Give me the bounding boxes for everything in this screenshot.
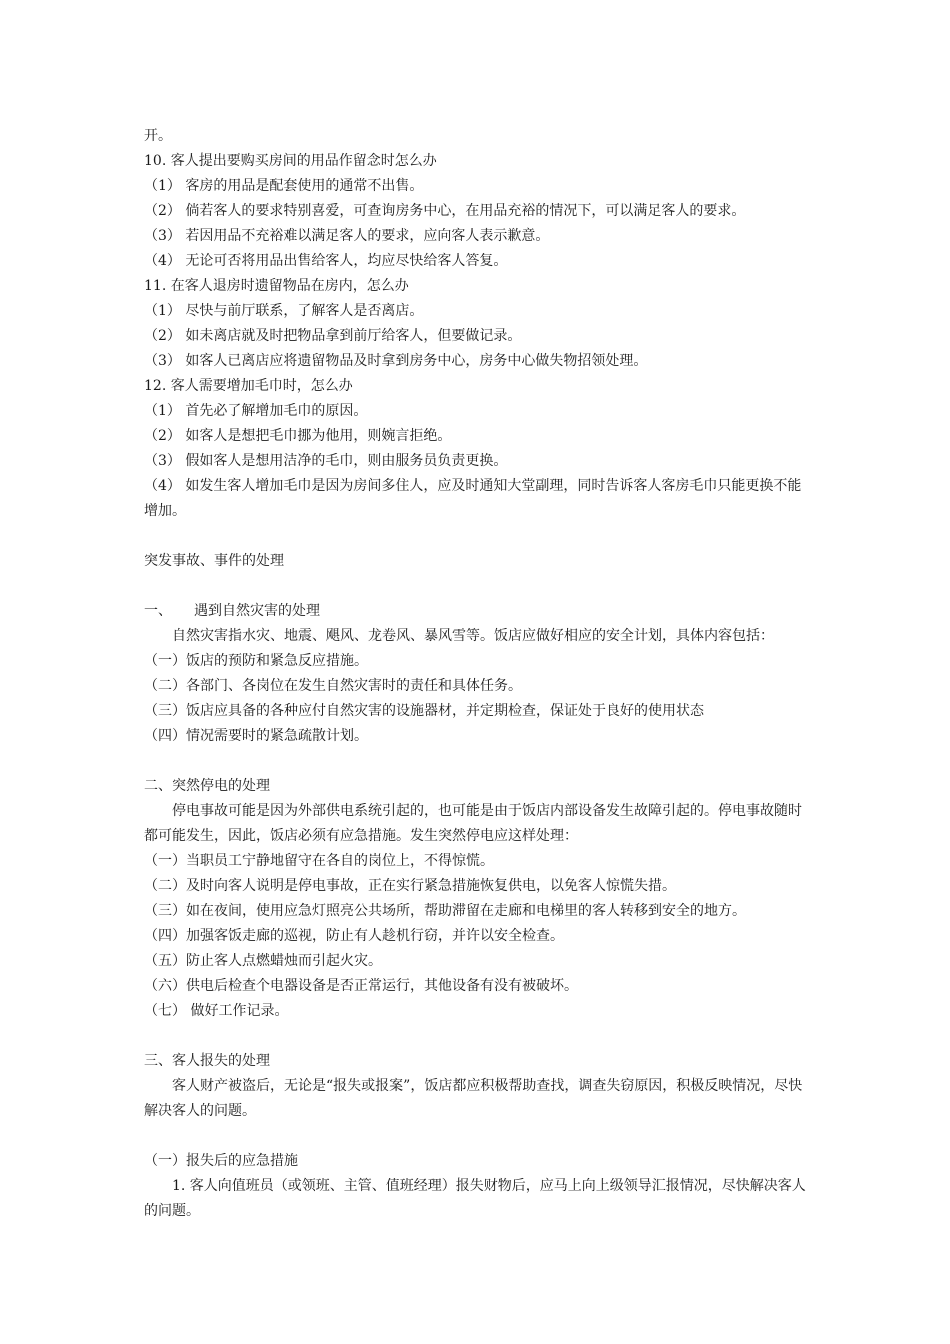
section-title: 遇到自然灾害的处理 bbox=[194, 603, 320, 619]
answer-item: （3） 如客人已离店应将遗留物品及时拿到房务中心，房务中心做失物招领处理。 bbox=[144, 353, 648, 369]
answer-item: （2） 倘若客人的要求特别喜爱，可查询房务中心，在用品充裕的情况下，可以满足客人的要求。 bbox=[144, 203, 746, 219]
list-item: 1. 客人向值班员（或领班、主管、值班经理）报失财物后，应马上向上级领导汇报情况，尽快解决客人的问题。 bbox=[144, 1178, 806, 1219]
list-item: （六）供电后检查个电器设备是否正常运行，其他设备有没有被破坏。 bbox=[144, 978, 578, 994]
section-intro: 客人财产被盗后，无论是“报失或报案”，饭店都应积极帮助查找，调查失窃原因，积极反映情况，尽快解决客人的问题。 bbox=[144, 1078, 803, 1119]
list-item: （四）加强客饭走廊的巡视，防止有人趁机行窃，并许以安全检查。 bbox=[144, 928, 564, 944]
list-item: （一）饭店的预防和紧急反应措施。 bbox=[144, 653, 368, 669]
list-item: （三）饭店应具备的各种应付自然灾害的设施器材，并定期检查，保证处于良好的使用状态 bbox=[144, 703, 704, 719]
section-number: 一、 bbox=[144, 603, 172, 619]
list-item: （五）防止客人点燃蜡烛而引起火灾。 bbox=[144, 953, 382, 969]
question-heading: 10. 客人提出要购买房间的用品作留念时怎么办 bbox=[144, 153, 437, 169]
list-item: （七） 做好工作记录。 bbox=[144, 1003, 289, 1019]
list-item: （一）当职员工宁静地留守在各自的岗位上，不得惊慌。 bbox=[144, 853, 494, 869]
list-item: （四）情况需要时的紧急疏散计划。 bbox=[144, 728, 368, 744]
text-line: 开。 bbox=[144, 128, 172, 144]
answer-item: （2） 如未离店就及时把物品拿到前厅给客人，但要做记录。 bbox=[144, 328, 522, 344]
answer-item: （4） 如发生客人增加毛巾是因为房间多住人，应及时通知大堂副理，同时告诉客人客房毛巾只能更换不能增加。 bbox=[144, 478, 802, 519]
answer-item: （1） 尽快与前厅联系，了解客人是否离店。 bbox=[144, 303, 424, 319]
section-heading: 三、客人报失的处理 bbox=[144, 1053, 270, 1069]
answer-item: （2） 如客人是想把毛巾挪为他用，则婉言拒绝。 bbox=[144, 428, 452, 444]
list-item: （三）如在夜间，使用应急灯照亮公共场所，帮助滞留在走廊和电梯里的客人转移到安全的地方。 bbox=[144, 903, 746, 919]
subsection-heading: （一）报失后的应急措施 bbox=[144, 1153, 298, 1169]
list-item: （二）各部门、各岗位在发生自然灾害时的责任和具体任务。 bbox=[144, 678, 522, 694]
question-heading: 12. 客人需要增加毛巾时，怎么办 bbox=[144, 378, 353, 394]
answer-item: （3） 若因用品不充裕难以满足客人的要求，应向客人表示歉意。 bbox=[144, 228, 550, 244]
answer-item: （1） 客房的用品是配套使用的通常不出售。 bbox=[144, 178, 424, 194]
question-heading: 11. 在客人退房时遗留物品在房内，怎么办 bbox=[144, 278, 409, 294]
document-body bbox=[144, 124, 810, 1224]
answer-item: （4） 无论可否将用品出售给客人，均应尽快给客人答复。 bbox=[144, 253, 508, 269]
section-intro: 停电事故可能是因为外部供电系统引起的，也可能是由于饭店内部设备发生故障引起的。停电事故随时都可能发生，因此，饭店必须有应急措施。发生突然停电应这样处理： bbox=[144, 803, 802, 844]
section-intro: 自然灾害指水灾、地震、飓风、龙卷风、暴风雪等。饭店应做好相应的安全计划，具体内容包括： bbox=[172, 628, 774, 644]
section-heading bbox=[144, 599, 810, 624]
list-item: （二）及时向客人说明是停电事故，正在实行紧急措施恢复供电，以免客人惊慌失措。 bbox=[144, 878, 676, 894]
answer-item: （1） 首先必了解增加毛巾的原因。 bbox=[144, 403, 368, 419]
chapter-title: 突发事故、事件的处理 bbox=[144, 553, 284, 569]
section-heading: 二、突然停电的处理 bbox=[144, 778, 270, 794]
answer-item: （3） 假如客人是想用洁净的毛巾，则由服务员负责更换。 bbox=[144, 453, 508, 469]
